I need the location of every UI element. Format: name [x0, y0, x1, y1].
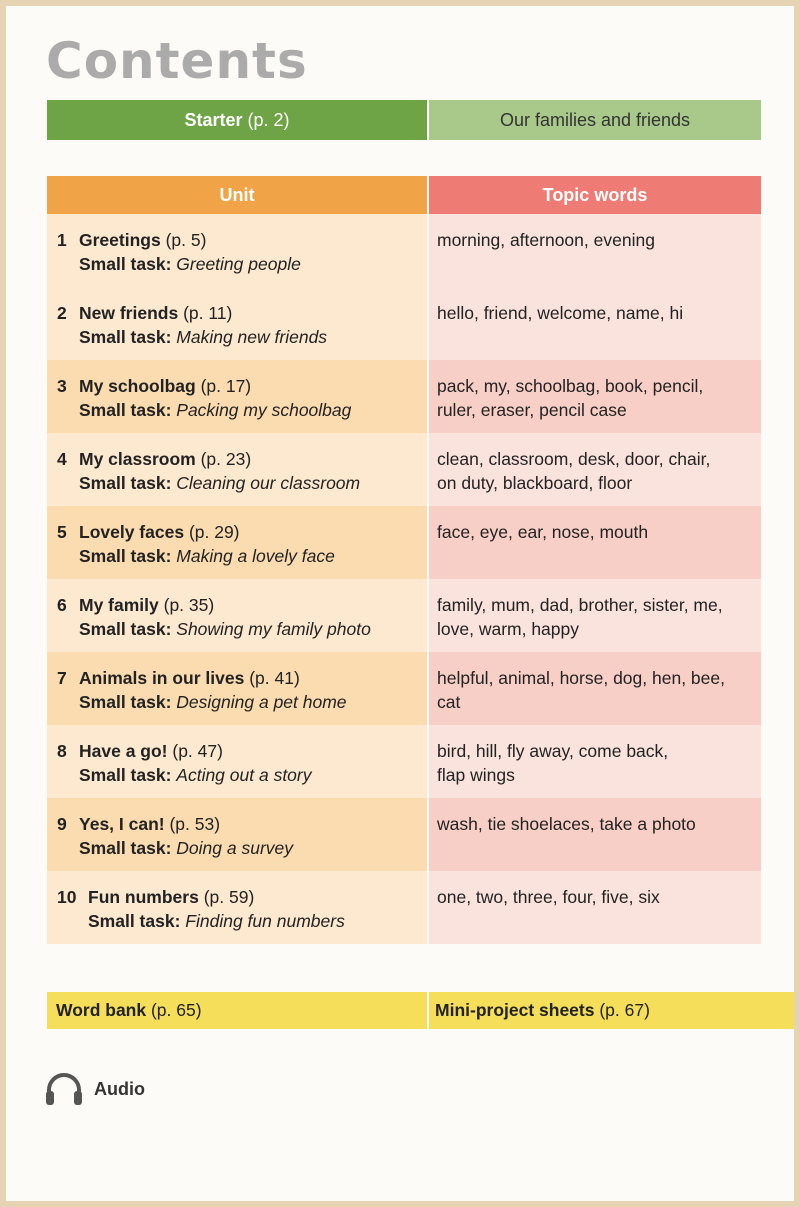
- table-row: [47, 433, 761, 506]
- topic-words: family, mum, dad, brother, sister, me,: [437, 595, 723, 615]
- table-row: [47, 652, 761, 725]
- topic-words: cat: [437, 692, 461, 712]
- topic-words: clean, classroom, desk, door, chair,: [437, 449, 711, 469]
- unit-number: 5: [57, 522, 67, 542]
- small-task-label: Small task:: [79, 254, 172, 274]
- unit-number: 4: [57, 449, 67, 469]
- small-task-label: Small task:: [79, 838, 172, 858]
- unit-number: 1: [57, 230, 67, 250]
- word-bank-cell: [47, 992, 427, 1029]
- small-task: Packing my schoolbag: [176, 400, 352, 420]
- small-task: Acting out a story: [176, 765, 312, 785]
- topic-words: hello, friend, welcome, name, hi: [437, 303, 684, 323]
- mini-project-page: (p. 67): [599, 1000, 650, 1020]
- contents-table: [47, 176, 761, 944]
- unit-name: Animals in our lives: [79, 668, 245, 688]
- appendix-row: [47, 992, 794, 1029]
- word-bank-label: Word bank: [56, 1000, 147, 1020]
- topic-words: pack, my, schoolbag, book, pencil,: [437, 376, 704, 396]
- unit-name: Have a go!: [79, 741, 168, 761]
- topic-words: bird, hill, fly away, come back,: [437, 741, 669, 761]
- starter-topic: Our families and friends: [429, 100, 761, 140]
- topic-words: helpful, animal, horse, dog, hen, bee,: [437, 668, 725, 688]
- unit-number: 6: [57, 595, 67, 615]
- unit-name: Fun numbers: [88, 887, 199, 907]
- audio-legend: [44, 1072, 145, 1106]
- small-task-label: Small task:: [79, 692, 172, 712]
- mini-project-cell: [429, 992, 794, 1029]
- small-task: Designing a pet home: [176, 692, 347, 712]
- small-task: Greeting people: [176, 254, 301, 274]
- audio-label: Audio: [94, 1078, 145, 1099]
- unit-number: 2: [57, 303, 67, 323]
- headphones-icon: [44, 1072, 84, 1106]
- small-task-label: Small task:: [88, 911, 181, 931]
- unit-number: 7: [57, 668, 67, 688]
- topic-words: on duty, blackboard, floor: [437, 473, 633, 493]
- unit-page: (p. 5): [165, 230, 207, 250]
- unit-page: (p. 47): [172, 741, 223, 761]
- unit-name: Yes, I can!: [79, 814, 165, 834]
- unit-page: (p. 23): [200, 449, 252, 469]
- mini-project-label: Mini-project sheets: [435, 1000, 595, 1020]
- starter-cell: [47, 100, 427, 140]
- unit-number: 3: [57, 376, 67, 396]
- starter-page: (p. 2): [247, 109, 290, 130]
- unit-page: (p. 29): [188, 522, 240, 542]
- unit-page: (p. 11): [183, 303, 233, 323]
- table-row: [47, 214, 761, 287]
- topic-words: ruler, eraser, pencil case: [437, 400, 627, 420]
- unit-header: Unit: [47, 176, 427, 214]
- starter-row: [47, 100, 761, 140]
- unit-number: 10: [57, 887, 77, 907]
- table-row: [47, 506, 761, 579]
- small-task-label: Small task:: [79, 765, 172, 785]
- small-task: Making new friends: [176, 327, 328, 347]
- topic-words: morning, afternoon, evening: [437, 230, 655, 250]
- small-task-label: Small task:: [79, 619, 172, 639]
- starter-label: Starter: [184, 109, 243, 130]
- topic-words: love, warm, happy: [437, 619, 580, 639]
- small-task: Showing my family photo: [176, 619, 371, 639]
- table-row: [47, 725, 761, 798]
- page-title: Contents: [46, 32, 308, 90]
- unit-name: My classroom: [79, 449, 196, 469]
- topic-words: wash, tie shoelaces, take a photo: [437, 814, 696, 834]
- topic-words: one, two, three, four, five, six: [437, 887, 660, 907]
- table-row: [47, 871, 761, 944]
- small-task-label: Small task:: [79, 473, 172, 493]
- small-task-label: Small task:: [79, 546, 172, 566]
- small-task-label: Small task:: [79, 327, 172, 347]
- page: [6, 6, 794, 1201]
- topic-header: Topic words: [429, 176, 761, 214]
- table-row: [47, 798, 761, 871]
- unit-name: Lovely faces: [79, 522, 185, 542]
- table-row: [47, 579, 761, 652]
- word-bank-page: (p. 65): [150, 1000, 202, 1020]
- unit-page: (p. 59): [203, 887, 255, 907]
- unit-name: New friends: [79, 303, 179, 323]
- small-task: Finding fun numbers: [185, 911, 345, 931]
- small-task: Doing a survey: [176, 838, 294, 858]
- unit-page: (p. 53): [169, 814, 221, 834]
- topic-words: flap wings: [437, 765, 515, 785]
- unit-name: My family: [79, 595, 159, 615]
- topic-words: face, eye, ear, nose, mouth: [437, 522, 649, 542]
- small-task: Making a lovely face: [176, 546, 335, 566]
- unit-number: 9: [57, 814, 67, 834]
- unit-name: Greetings: [79, 230, 161, 250]
- small-task: Cleaning our classroom: [176, 473, 361, 493]
- table-header: [47, 176, 761, 214]
- unit-page: (p. 35): [163, 595, 215, 615]
- unit-page: (p. 41): [249, 668, 300, 688]
- unit-name: My schoolbag: [79, 376, 196, 396]
- unit-number: 8: [57, 741, 67, 761]
- small-task-label: Small task:: [79, 400, 172, 420]
- table-row: [47, 287, 761, 360]
- unit-page: (p. 17): [200, 376, 252, 396]
- table-row: [47, 360, 761, 433]
